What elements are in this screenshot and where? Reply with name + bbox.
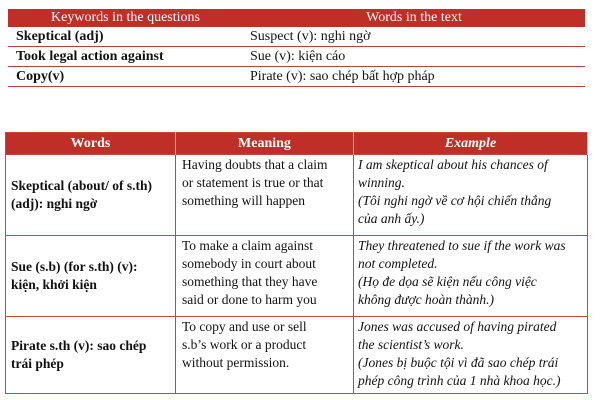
meaning-cell: To copy and use or sell s.b’s work or a product without permission. (176, 317, 354, 394)
vocabulary-header-row (6, 133, 588, 155)
keyword-cell: Took legal action against (8, 47, 243, 67)
vocabulary-table (5, 132, 588, 394)
header-words-in-text: Words in the text (243, 9, 585, 27)
word-cell: Skeptical (about/ of s.th) (adj): nghi ngờ (6, 155, 176, 236)
header-words: Words (6, 133, 176, 155)
header-meaning: Meaning (176, 133, 354, 155)
table-row (8, 27, 585, 47)
header-keywords: Keywords in the questions (8, 9, 243, 27)
keywords-header-row (8, 9, 585, 27)
header-example: Example (354, 133, 588, 155)
example-cell: They threatened to sue if the work was not completed. (Họ đe dọa sẽ kiện nếu công việc không được hoàn thành.) (354, 236, 588, 317)
table-row (8, 67, 585, 87)
meaning-cell: To make a claim against somebody in court about something that they have said or done to harm you (176, 236, 354, 317)
word-cell: Pirate s.th (v): sao chép trái phép (6, 317, 176, 394)
text-word-cell: Sue (v): kiện cáo (243, 47, 585, 67)
keywords-table (8, 9, 585, 87)
table-row (6, 155, 588, 236)
table-row (8, 47, 585, 67)
example-cell: I am skeptical about his chances of winning. (Tôi nghi ngờ về cơ hội chiến thắng của anh ấy.) (354, 155, 588, 236)
example-cell: Jones was accused of having pirated the scientist’s work. (Jones bị buộc tội vì đã sao chép trái phép công trình của 1 nhà khoa học.) (354, 317, 588, 394)
keyword-cell: Skeptical (adj) (8, 27, 243, 47)
text-word-cell: Suspect (v): nghi ngờ (243, 27, 585, 47)
word-cell: Sue (s.b) (for s.th) (v): kiện, khởi kiện (6, 236, 176, 317)
meaning-cell: Having doubts that a claim or statement is true or that something will happen (176, 155, 354, 236)
table-row (6, 236, 588, 317)
text-word-cell: Pirate (v): sao chép bất hợp pháp (243, 67, 585, 87)
keyword-cell: Copy(v) (8, 67, 243, 87)
table-row (6, 317, 588, 394)
